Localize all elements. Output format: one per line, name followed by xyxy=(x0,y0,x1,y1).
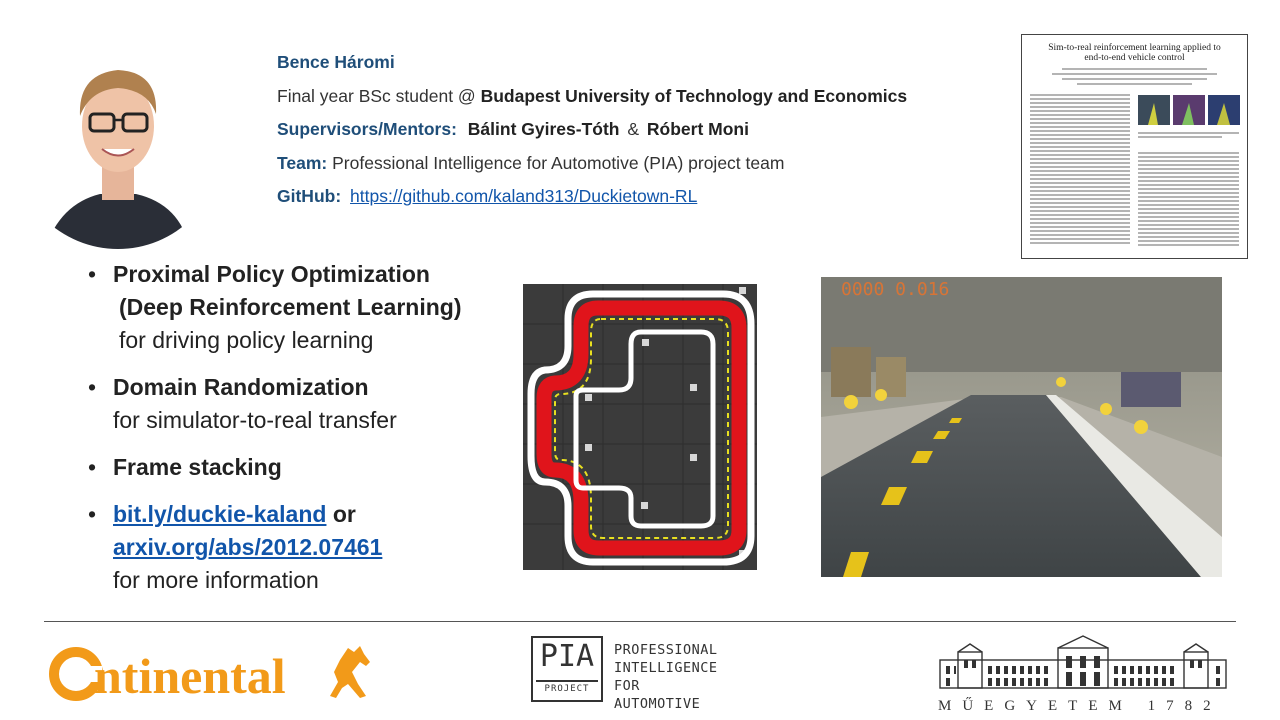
paper-thumbnail xyxy=(1021,34,1248,259)
student-name: Bence Háromi xyxy=(277,52,395,72)
university-name: Budapest University of Technology and Economics xyxy=(480,85,908,106)
muegyetem-logo xyxy=(938,634,1228,714)
bullet-or: or xyxy=(326,501,356,527)
bullet-list xyxy=(88,258,508,611)
bitly-link[interactable]: bit.ly/duckie-kaland xyxy=(113,501,327,527)
team-label: Team: xyxy=(277,152,328,173)
pia-line-1: PROFESSIONAL xyxy=(614,642,718,658)
supervisor-1: Bálint Gyires-Tóth xyxy=(467,119,620,139)
supervisor-2: Róbert Moni xyxy=(646,119,749,139)
camera-view-image xyxy=(821,277,1222,577)
github-link[interactable]: https://github.com/kaland313/Duckietown-RL xyxy=(350,186,698,206)
bullet-dr-desc: for simulator-to-real transfer xyxy=(113,407,397,433)
bullet-links xyxy=(88,498,508,597)
bullet-fs-title: Frame stacking xyxy=(113,454,282,480)
supervisors-row xyxy=(277,113,997,147)
continental-wordmark xyxy=(48,640,388,704)
pia-box xyxy=(531,636,603,702)
muegyetem-building-icon xyxy=(938,634,1228,690)
pia-line-3: FOR AUTOMOTIVE xyxy=(614,678,701,712)
name-row xyxy=(277,46,997,80)
pia-project-text: PROJECT xyxy=(536,680,598,696)
arxiv-link[interactable]: arxiv.org/abs/2012.07461 xyxy=(113,534,383,560)
team-value: Professional Intelligence for Automotive (PIA) project team xyxy=(332,152,785,173)
pia-logo xyxy=(531,636,731,712)
continental-text: ntinental xyxy=(94,648,286,704)
bullet-ppo-title: Proximal Policy Optimization xyxy=(113,261,430,287)
continental-logo xyxy=(48,640,388,704)
camera-overlay-text: 0000 0.016 xyxy=(841,279,950,300)
role-prefix: Final year BSc student @ xyxy=(277,85,481,106)
pia-line-2: INTELLIGENCE xyxy=(614,660,718,676)
bullet-links-desc: for more information xyxy=(113,567,319,593)
team-row xyxy=(277,147,997,181)
paper-title-2: end-to-end vehicle control xyxy=(1084,53,1185,63)
bullet-domain-randomization xyxy=(88,371,508,437)
bullet-ppo-sub: (Deep Reinforcement Learning) xyxy=(119,294,462,320)
profile-info xyxy=(277,46,997,214)
muegyetem-text: MŰEGYETEM 1782 xyxy=(938,698,1222,714)
role-row xyxy=(277,80,997,114)
github-label: GitHub: xyxy=(277,186,342,206)
pia-tagline xyxy=(614,641,734,713)
track-map-image xyxy=(523,284,757,570)
paper-body-text xyxy=(1022,63,1247,253)
supervisors-amp: & xyxy=(627,119,640,139)
bullet-ppo-desc: for driving policy learning xyxy=(119,327,374,353)
footer-divider xyxy=(44,621,1236,622)
profile-photo xyxy=(40,34,190,249)
paper-title-1: Sim-to-real reinforcement learning applied to xyxy=(1048,43,1221,53)
bullet-frame-stacking xyxy=(88,451,508,484)
github-row xyxy=(277,180,997,214)
bullet-ppo xyxy=(88,258,508,357)
pia-box-text: PIA xyxy=(539,639,595,674)
supervisors-label: Supervisors/Mentors: xyxy=(277,119,457,139)
bullet-dr-title: Domain Randomization xyxy=(113,374,369,400)
